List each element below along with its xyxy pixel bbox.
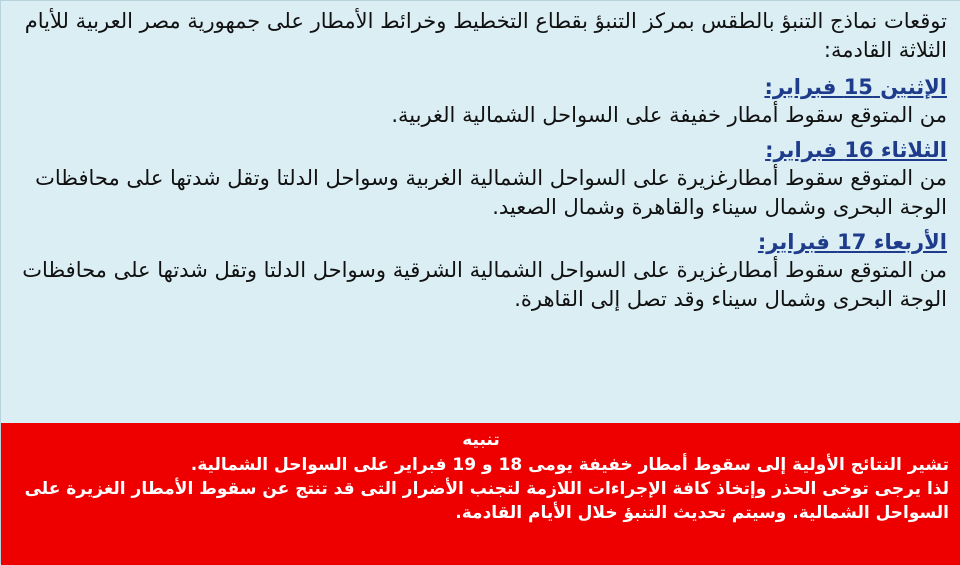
- day-text: من المتوقع سقوط أمطار خفيفة على السواحل الشمالية الغربية.: [391, 103, 947, 127]
- day-title: الثلاثاء 16 فبراير:: [765, 138, 947, 162]
- forecast-intro: توقعات نماذج التنبؤ بالطقس بمركز التنبؤ بقطاع التخطيط وخرائط الأمطار على جمهورية مصر العربية للأيام الثلاثة القادمة:: [24, 9, 947, 62]
- day-text: من المتوقع سقوط أمطارغزيرة على السواحل الشمالية الغربية وسواحل الدلتا وتقل شدتها على محافظات الوجة البحرى وشمال سيناء والقاهرة وشمال الصعيد.: [35, 166, 947, 219]
- alert-line-2: لذا يرجى توخى الحذر وإتخاذ كافة الإجراءات اللازمة لتجنب الأضرار التى قد تنتج عن سقوط الأمطار الغزيرة على السواحل الشمالية. وسيتم تحديث التنبؤ خلال الأيام القادمة.: [24, 479, 949, 523]
- alert-box: [1, 423, 960, 565]
- day-wednesday: [15, 228, 947, 314]
- alert-line-1: تشير النتائج الأولية إلى سقوط أمطار خفيفة يومى 18 و 19 فبراير على السواحل الشمالية.: [190, 455, 949, 475]
- day-text: من المتوقع سقوط أمطارغزيرة على السواحل الشمالية الشرقية وسواحل الدلتا وتقل شدتها على محافظات الوجة البحرى وشمال سيناء وقد تصل إلى القاهرة.: [22, 258, 947, 311]
- alert-title: تنبيه: [462, 430, 500, 450]
- day-monday: [15, 73, 947, 130]
- day-title: الأربعاء 17 فبراير:: [757, 230, 947, 254]
- day-tuesday: [15, 136, 947, 222]
- day-title: الإثنين 15 فبراير:: [764, 75, 947, 99]
- forecast-section: [1, 1, 960, 421]
